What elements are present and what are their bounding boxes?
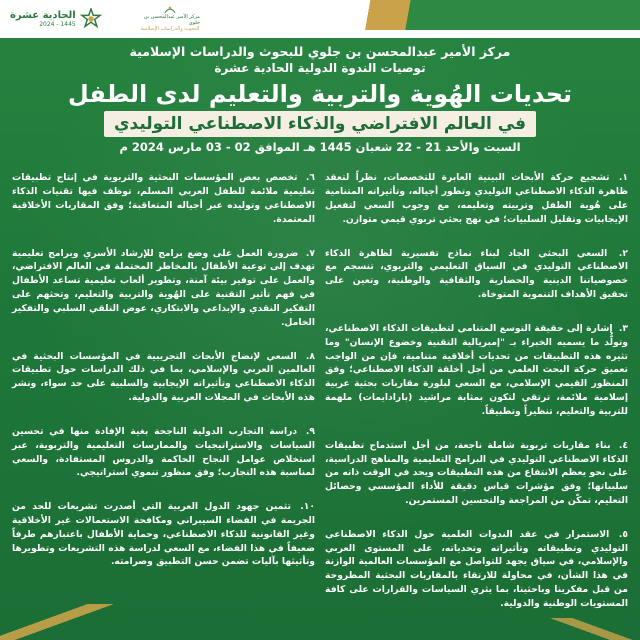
top-logo-bar xyxy=(0,0,640,38)
recommendation-text: تخصص بعض المؤسسات البحثية والتربوية في إنتاج تطبيقات تعليمية ملائمة للطفل العربي المسلم، توظف فيها تقنيات الذكاء الاصطناعي وتوليده عبر أجياله المتعاقبة؛ وفق المقاربات الأخلاقية المعتمدة. xyxy=(12,172,315,225)
recommendation-item xyxy=(12,500,315,569)
recommendation-item xyxy=(12,247,315,330)
star-emblem-icon xyxy=(80,8,102,30)
recommendation-text: تشجيع حركة الأبحاث البينية العابرة للتخصصات، نظراً لتعقد ظاهرة الذكاء الاصطناعي التوليدي وتطور أجياله، وتأثيراته المتنامية على هُوية الطفل وتربيته وتعليمه، مع وجوب السعي لتفعيل الإيجابيات وتقليل السلبيات؛ في نهج بحثي تربوي قيمي متوازن. xyxy=(325,172,628,225)
recommendation-text: السعي لإنضاج الأبحاث التجريبية في المؤسسات البحثية في العالمين العربي والإسلامي، بما في ذلك الدراسات حول تطبيقات الذكاء الاصطناعي وتأثيراته الإيجابية والسلبية على حد سواء، ونشر هذه الأبحاث في المجلات العربية والدولية. xyxy=(12,350,315,403)
symposium-years-label: 2024 - 1445 xyxy=(39,21,76,28)
recommendation-item xyxy=(325,247,628,302)
center-logo-line2: للبحوث والدراسات الإسلامية xyxy=(140,26,200,32)
recommendation-item xyxy=(325,528,628,611)
recommendation-text: بناء مقاربات تربوية شاملة ناجعة، من أجل استدماج تطبيقات الذكاء الاصطناعي التوليدي في البرامج التعليمية والمناهج الدراسية، على نحو يعظم الانتفاع من هذه التطبيقات ويحد في الوقت ذاته من سلبياتها؛ وفق مؤشرات قياس دقيقة للأداء المؤسسي وحصائل التعليم، تمكّن من المراجعة والتحسين المستمرين. xyxy=(325,439,628,506)
recommendations-columns xyxy=(12,162,628,640)
center-logo xyxy=(140,4,200,32)
recommendation-item xyxy=(325,439,628,508)
recommendation-item xyxy=(12,425,315,480)
recommendation-item xyxy=(12,350,315,405)
right-column xyxy=(325,162,628,640)
recommendation-text: تثمين جهود الدول العربية التي أصدرت تشريعات للحد من الجريمة في الفضاء السيبراني ومكافحة الاستعمالات غير الأخلاقية وغير القانونية للذكاء الاصطناعي، وحماية الأطفال باعتبارهم طرفاً ضعيفاً في هذا الفضاء، مع السعي لدراسة هذه التشريعات وتطويرها وتأثيثها بآليات تضمن حسن التطبيق وصرامته. xyxy=(12,501,315,568)
sub-title-banner: في العالم الافتراضي والذكاء الاصطناعي التوليدي xyxy=(104,111,536,137)
recommendation-number: ٥. xyxy=(618,528,628,540)
symposium-logo xyxy=(10,2,160,36)
recommendation-number: ٨. xyxy=(305,350,315,362)
center-logo-line1: مركز الأمير عبدالمحسن بن جلوي xyxy=(143,14,200,26)
recommendations-subtitle: توصيات الندوة الدولية الحادية عشرة xyxy=(214,61,426,75)
decorative-corner-left xyxy=(0,604,120,640)
recommendation-text: ضرورة العمل على وضع برامج للإرشاد الأسري وبرامج تعليمية تهدف إلى توعية الأطفال بالمخاطر المحتملة في العالم الافتراضي، والعمل على توفير بيئة آمنة، وتطوير ألعاب تعليمية تساعد الأطفال في فهم تأثير التقنية على الهُوية والتربية والتعليم، وتحثهم على التفكير النقدي والإبداعي والابتكاري، عوض التلقي السلبي والتفكير الخامل. xyxy=(12,247,315,328)
event-date: السبت والأحد 21 - 22 شعبان 1445 هـ الموافق 02 - 03 مارس 2024 م xyxy=(119,140,521,154)
recommendation-text: إشارة إلى حقيقة التوسع المتنامي لتطبيقات الذكاء الاصطناعي، وتولُّد ما يسميه الخبراء بـ "إمبريالية التقنية وخضوع الإنسان" وما تثيره هذه التطبيقات من تحديات أخلاقية متنامية، فإن من الواجب تعميق حركة البحث العلمي من أجل أخلقة الذكاء الاصطناعي؛ وفق المنظور القيمي الإسلامي، مع السعي لبلورة مقاربات بحثية عربية إسلامية ملائمة، ترتقي لتكون بمثابة مراشيد (بارادايمات) ملهمة للتربية والتعليم، تنظيراً وتطبيقاً. xyxy=(325,322,628,417)
recommendation-number: ٦. xyxy=(305,172,315,184)
recommendation-number: ٤. xyxy=(618,439,628,451)
center-emblem-icon xyxy=(163,4,177,14)
recommendation-text: السعي البحثي الجاد لبناء نماذج تفسيرية لظاهرة الذكاء الاصطناعي التوليدي في السياق التعليمي والتربوي، تنسجم مع خصوصياتنا الدينية والحضارية والثقافية والوطنية، وتعين على تحقيق الأهداف التنموية المتوخاة. xyxy=(325,247,628,300)
recommendation-number: ٣. xyxy=(618,322,628,334)
recommendation-text: دراسة التجارب الدولية الناجحة بغية الإفادة منها في تحسين السياسات والاستراتيجيات والممارسات التعليمية والتربوية، عبر استخلاص عوامل النجاح الحاكمة والدروس المستفادة، والسعي لمناسبة هذه التجارب؛ وفق منظور تنموي استراتيجي. xyxy=(12,425,315,479)
recommendation-item xyxy=(325,322,628,419)
sub-title-wrapper xyxy=(20,111,620,137)
decorative-corner-right xyxy=(550,618,640,640)
center-name: مركز الأمير عبدالمحسن بن جلوي للبحوث والدراسات الإسلامية xyxy=(129,44,511,59)
recommendation-text: الاستمرار في عقد الندوات العلمية حول الذكاء الاصطناعي التوليدي وتطبيقاته وتأثيراته وتحدياته، على المستوى العربي والإسلامي، في سياق يجهد للتواصل مع المؤسسات العالمية الوازنة في هذا الشأن، في محاولة للارتقاء بالمقاربات البحثية المطروحة من قبل مفكرينا وباحثينا، بما يثري السياسات والقرارات على كافة المستويات الوطنية والدولية. xyxy=(325,528,628,609)
recommendation-item xyxy=(12,171,315,226)
recommendation-number: ١٠. xyxy=(300,501,315,513)
decorative-stripe xyxy=(310,0,640,30)
recommendation-number: ١. xyxy=(618,172,628,184)
symposium-edition-label: الحادية عشرة xyxy=(10,10,76,21)
recommendation-number: ٧. xyxy=(305,247,315,259)
left-column xyxy=(12,162,315,640)
page-title: تحديات الهُوية والتربية والتعليم لدى الطفل xyxy=(67,80,573,108)
recommendation-number: ٩. xyxy=(305,425,315,437)
recommendation-item xyxy=(325,171,628,226)
poster-header xyxy=(20,44,620,154)
recommendation-number: ٢. xyxy=(618,247,628,259)
symposium-logo-text xyxy=(10,10,76,28)
